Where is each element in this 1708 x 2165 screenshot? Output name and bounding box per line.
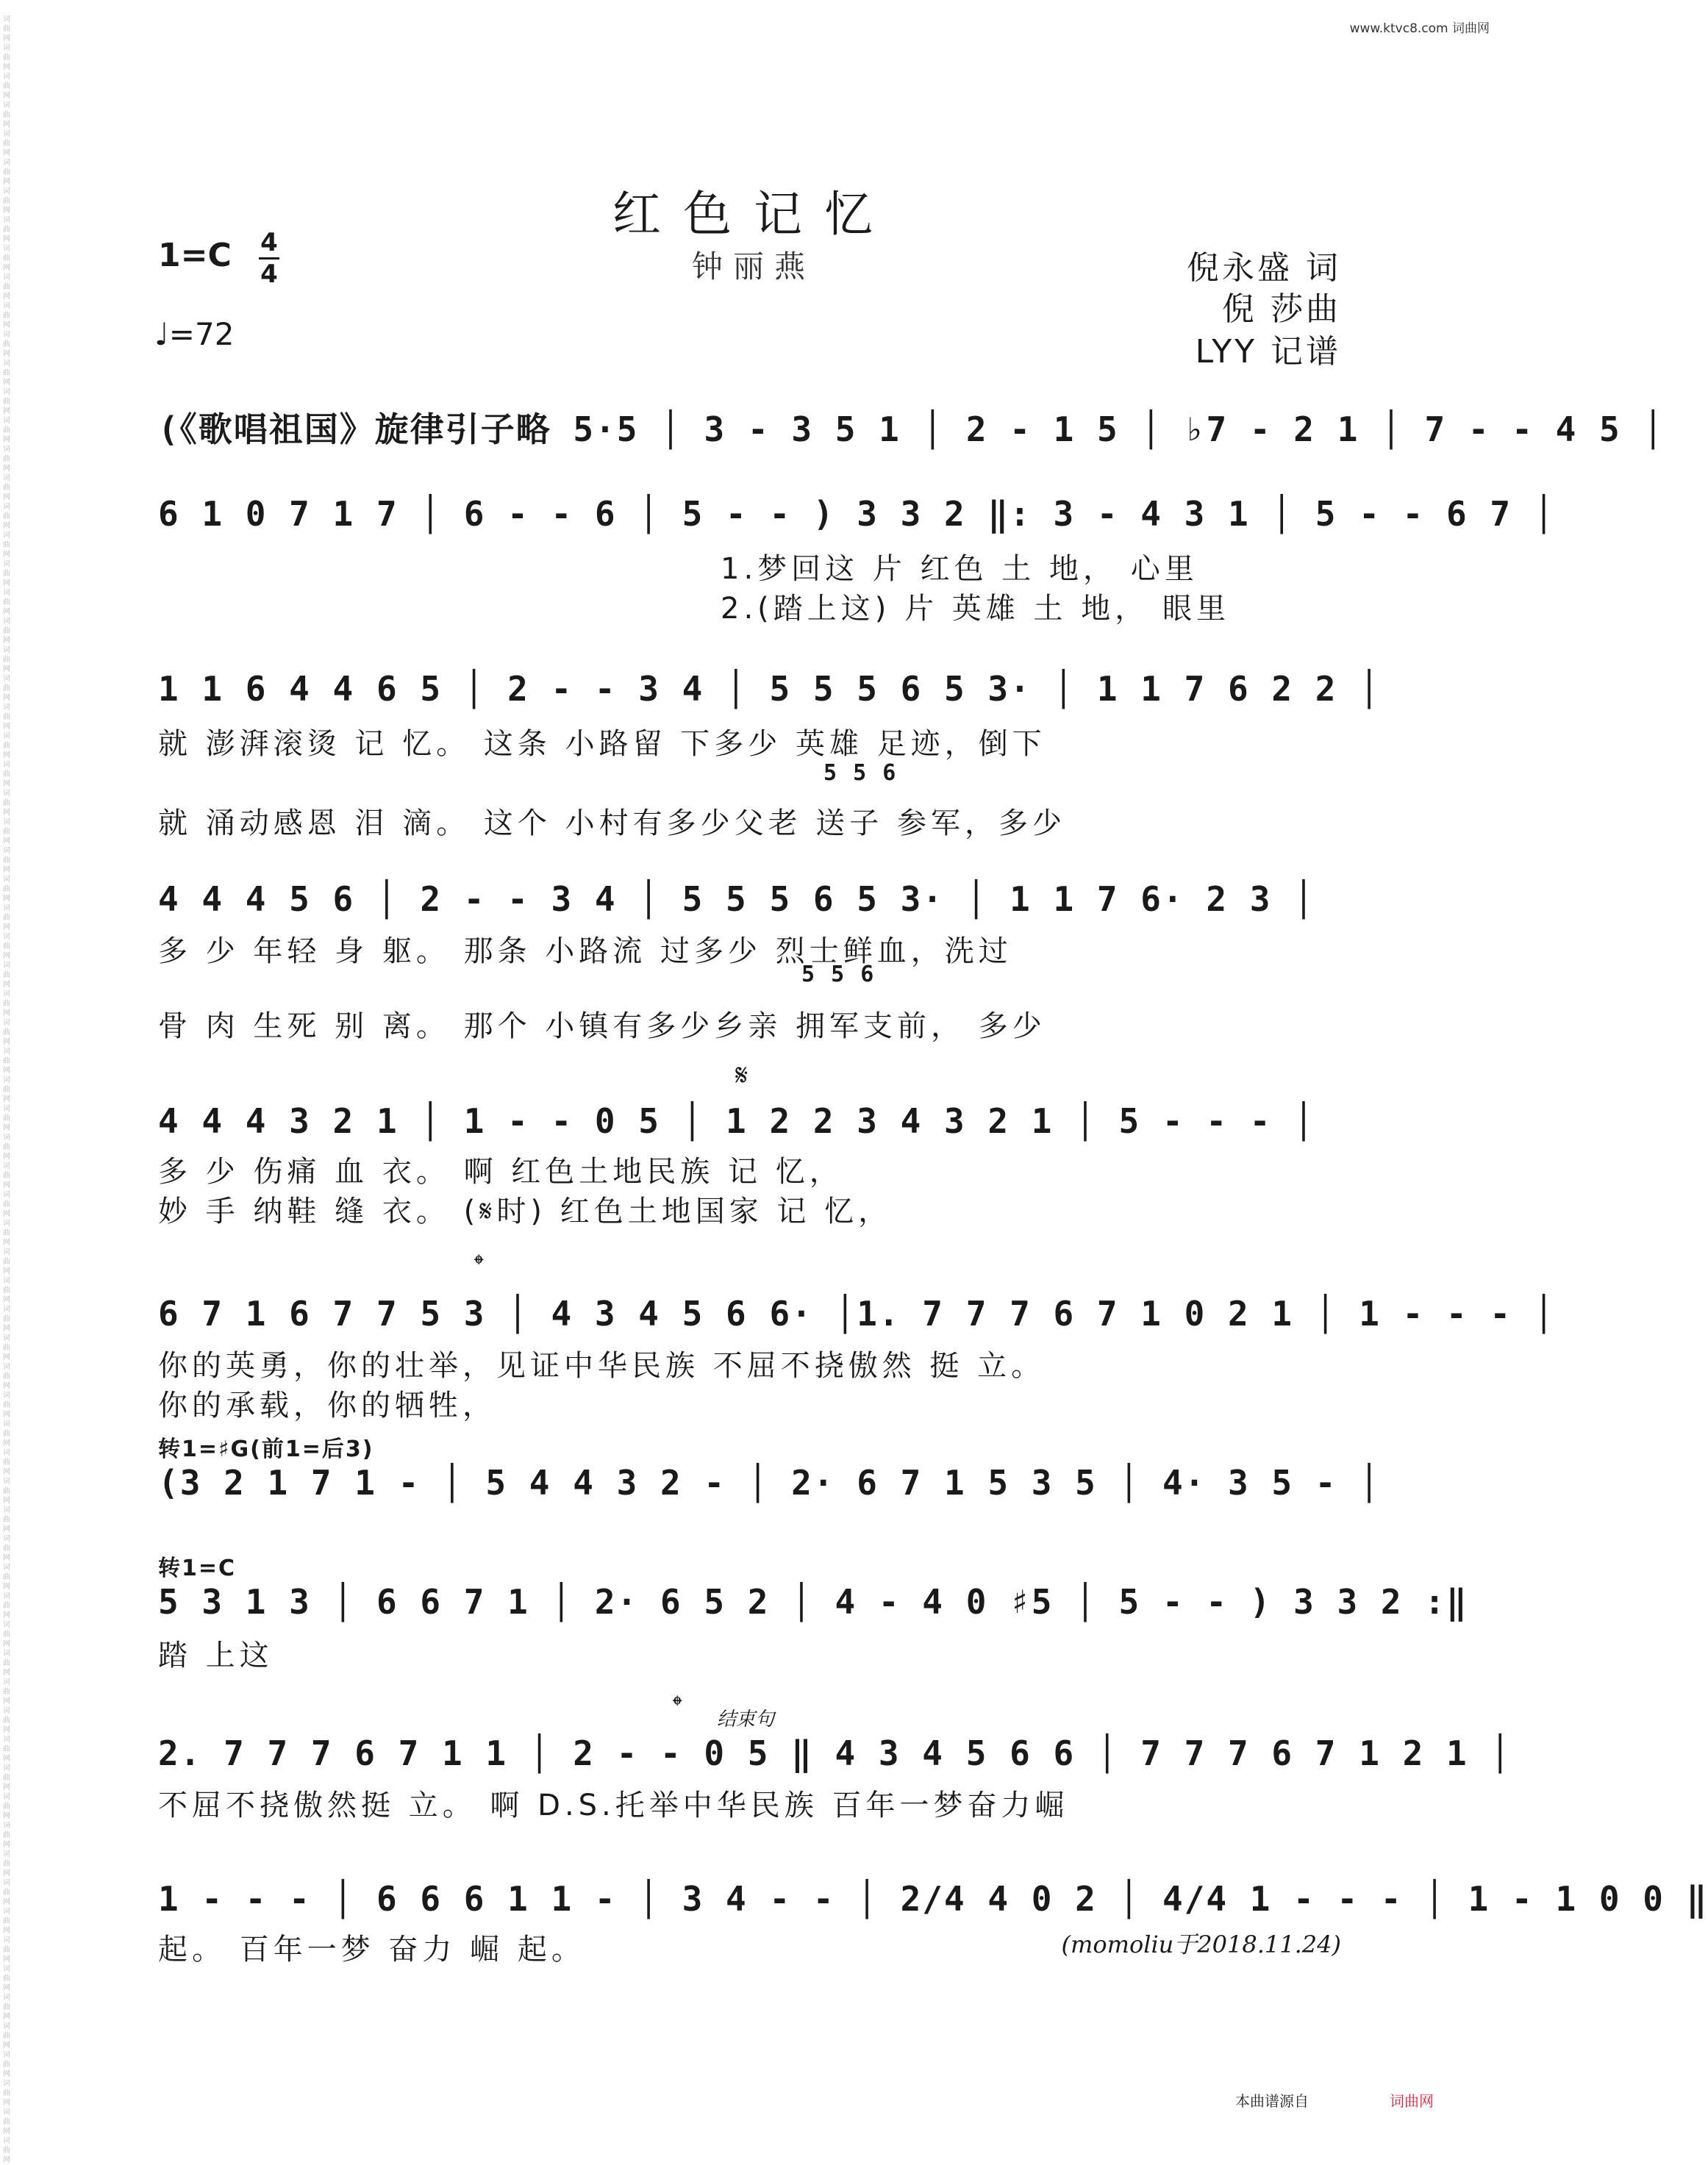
ending-section-label: 结束句	[717, 1708, 775, 1731]
lyric-row: 起。 百年一梦 奋力 崛 起。	[158, 1933, 585, 1967]
singer-name: 钟丽燕	[691, 248, 815, 285]
transcription-credit: (momoliu于2018.11.24)	[1061, 1930, 1341, 1958]
lyric-row: 多 少 年轻 身 躯。 那条 小路流 过多少 烈士鲜血，洗过	[158, 934, 1012, 968]
song-title: 红色记忆	[612, 186, 895, 243]
lyric-row: 不屈不挠傲然挺 立。 啊 D.S.托举中华民族 百年一梦奋力崛	[158, 1789, 1069, 1822]
footer-source-site[interactable]: 词曲网	[1390, 2092, 1434, 2110]
tempo-marking: ♩=72	[154, 316, 235, 352]
lyric-row: 你的承载，你的牺牲，	[158, 1389, 496, 1423]
site-url: www.ktvc8.com	[1349, 21, 1448, 36]
notation-row: (3 2 1 7 1 - │ 5 4 4 3 2 - │ 2· 6 7 1 5 3 5 │ 4· 3 5 - │	[158, 1463, 1381, 1503]
segno-sign: 𝄋	[735, 1059, 748, 1092]
side-watermark: 词曲网 词曲网 词曲网 词曲网 词曲网 词曲网 词曲网 词曲网 词曲网 词曲网 词曲网 词曲网 词曲网 词曲网 词曲网 词曲网 词曲网 词曲网 词曲网 词曲网 词曲网 词曲网 词曲网 词曲网 词曲网 词曲网 词曲网 词曲网 词曲网 词曲网 词曲网 词曲网 词曲网 词曲网 词曲网 词曲网 词曲网 词曲网 词曲网 词曲网 词曲网 词曲网 词曲网 词曲网 词曲网 词曲网 词曲网 词曲网 词曲网 词曲网 词曲网 词曲网 词曲网 词曲网 词曲网 词曲网 词曲网 词曲网 词曲网 词曲网 词曲网 词曲网 词曲网 词曲网 词曲网 词曲网 词曲网 词曲网 词曲网 词曲网 词曲网 词曲网 词曲网 词曲网 词曲网	[3, 15, 10, 2164]
key-change-label: 转1=C	[158, 1556, 237, 1581]
key-change-label: 转1=♯G(前1=后3)	[158, 1436, 374, 1462]
lyric-row: 多 少 伤痛 血 衣。 啊 红色土地民族 记 忆，	[158, 1155, 843, 1189]
transcriber-credit: LYY 记谱	[1195, 333, 1341, 371]
time-signature	[259, 229, 279, 287]
lyric-row: 妙 手 纳鞋 缝 衣。 (𝄋时) 红色土地国家 记 忆，	[158, 1195, 893, 1228]
lyric-row: 就 澎湃滚烫 记 忆。 这条 小路留 下多少 英雄 足迹，倒下	[158, 727, 1046, 761]
lyric-row: 你的英勇，你的壮举，见证中华民族 不屈不挠傲然 挺 立。	[158, 1349, 1046, 1383]
variant-notes: 5 5 6	[801, 962, 876, 987]
time-denominator: 4	[260, 260, 278, 289]
notation-row: 4 4 4 3 2 1 │ 1 - - 0 5 │ 1 2 2 3 4 3 2 1 │ 5 - - - │	[158, 1101, 1315, 1141]
site-name: 词曲网	[1452, 21, 1490, 36]
notation-row: 6 1 0 7 1 7 │ 6 - - 6 │ 5 - - ) 3 3 2 ‖: 3 - 4 3 1 │ 5 - - 6 7 │	[158, 494, 1556, 534]
lyricist-credit: 倪永盛 词	[1187, 249, 1341, 287]
lyric-row: 1.梦回这 片 红色 土 地， 心里	[721, 552, 1198, 586]
lyric-row: 2.(踏上这) 片 英雄 土 地， 眼里	[721, 592, 1230, 626]
notation-row: 2. 7 7 7 6 7 1 1 │ 2 - - 0 5 ‖ 4 3 4 5 6 6 │ 7 7 7 6 7 1 2 1 │	[158, 1733, 1512, 1773]
lyric-row: 骨 肉 生死 别 离。 那个 小镇有多少乡亲 拥军支前， 多少	[158, 1009, 1046, 1043]
lyric-row: 就 涌动感恩 泪 滴。 这个 小村有多少父老 送子 参军，多少	[158, 806, 1067, 840]
notation-row: (《歌唱祖国》旋律引子略 5·5 │ 3 - 3 5 1 │ 2 - 1 5 │ ♭7 - 2 1 │ 7 - - 4 5 │	[158, 409, 1665, 449]
lyric-row: 踏 上这	[158, 1639, 274, 1672]
key-signature: 1=C	[158, 237, 232, 274]
coda-sign: 𝄌	[474, 1250, 484, 1280]
coda-sign: 𝄌	[673, 1691, 682, 1721]
variant-notes: 5 5 6	[823, 760, 898, 786]
time-numerator: 4	[260, 228, 278, 257]
notation-row: 4 4 4 5 6 │ 2 - - 3 4 │ 5 5 5 6 5 3· │ 1 1 7 6· 2 3 │	[158, 879, 1315, 919]
notation-row: 1 - - - │ 6 6 6 1 1 - │ 3 4 - - │ 2/4 4 0 2 │ 4/4 1 - - - │ 1 - 1 0 0 ‖	[158, 1879, 1708, 1919]
notation-row: 1 1 6 4 4 6 5 │ 2 - - 3 4 │ 5 5 5 6 5 3· │ 1 1 7 6 2 2 │	[158, 669, 1381, 709]
notation-row: 5 3 1 3 │ 6 6 7 1 │ 2· 6 5 2 │ 4 - 4 0 ♯5 │ 5 - - ) 3 3 2 :‖	[158, 1582, 1468, 1622]
notation-row: 6 7 1 6 7 7 5 3 │ 4 3 4 5 6 6· │1. 7 7 7 6 7 1 0 2 1 │ 1 - - - │	[158, 1294, 1556, 1334]
site-header	[1350, 18, 1490, 36]
footer-source-label: 本曲谱源自	[1235, 2092, 1309, 2110]
composer-credit: 倪 莎曲	[1222, 290, 1341, 328]
